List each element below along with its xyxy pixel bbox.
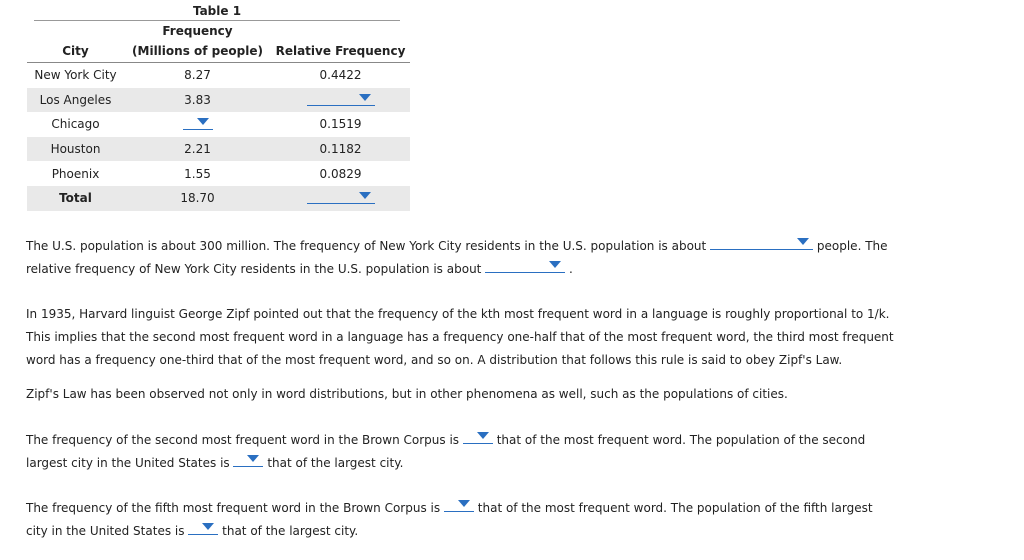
chicago-frequency-dropdown[interactable]	[183, 115, 213, 130]
frequency-cell: 2.21	[124, 137, 271, 162]
table-row-total	[27, 186, 410, 211]
relative-cell: 0.4422	[319, 68, 362, 83]
chevron-down-icon	[458, 500, 470, 507]
header-frequency-units: (Millions of people)	[124, 41, 271, 63]
total-relative-frequency-dropdown[interactable]	[307, 189, 375, 204]
chevron-down-icon	[797, 238, 809, 245]
chevron-down-icon	[359, 94, 371, 101]
table-row	[27, 63, 410, 88]
nyc-relative-frequency-dropdown[interactable]	[485, 258, 565, 273]
frequency-cell: 3.83	[124, 88, 271, 113]
city-cell: Total	[27, 186, 124, 211]
paragraph-nyc: The U.S. population is about 300 million. The frequency of New York City residents in the U.S. population is about people. The relative frequency of New York City residents in the U.S. population is about .	[26, 235, 896, 281]
city-cell: New York City	[34, 68, 117, 83]
paragraph-second: The frequency of the second most frequent word in the Brown Corpus is that of the most frequent word. The population of the second largest city in the United States is that of the largest city.	[26, 429, 896, 475]
relative-cell: 0.0829	[319, 166, 362, 181]
fifth-city-dropdown[interactable]	[188, 520, 218, 535]
table-row	[27, 161, 410, 186]
header-city: City	[27, 41, 124, 63]
paragraph-zipf: In 1935, Harvard linguist George Zipf pointed out that the frequency of the kth most frequent word in a language is roughly proportional to 1/k. This implies that the second most frequent word in a language has a frequency one-half that of the most frequent word, the third most frequent word has a frequency one-third that of the most frequent word, and so on. A distribution that follows this rule is said to obey Zipf's Law.	[26, 307, 894, 367]
chevron-down-icon	[359, 192, 371, 199]
chevron-down-icon	[247, 455, 259, 462]
city-cell: Chicago	[51, 117, 100, 132]
chevron-down-icon	[202, 523, 214, 530]
table-caption: Table 1	[34, 0, 400, 21]
header-relative-frequency: Relative Frequency	[271, 41, 410, 63]
chevron-down-icon	[477, 432, 489, 439]
paragraph-fifth: The frequency of the fifth most frequent word in the Brown Corpus is that of the most frequent word. The population of the fifth largest city in the United States is that of the largest city.	[26, 497, 896, 543]
relative-cell: 0.1519	[319, 117, 362, 132]
header-frequency: Frequency	[162, 24, 233, 38]
city-cell: Los Angeles	[27, 88, 124, 113]
frequency-cell: 1.55	[184, 166, 211, 181]
chevron-down-icon	[549, 261, 561, 268]
relative-cell: 0.1182	[271, 137, 410, 162]
table-row	[27, 112, 410, 137]
table-row	[27, 88, 410, 113]
fifth-word-dropdown[interactable]	[444, 497, 474, 512]
frequency-cell: 18.70	[124, 186, 271, 211]
frequency-cell: 8.27	[184, 68, 211, 83]
chevron-down-icon	[197, 118, 209, 125]
la-relative-frequency-dropdown[interactable]	[307, 91, 375, 106]
city-cell: Houston	[27, 137, 124, 162]
table-row	[27, 137, 410, 162]
nyc-frequency-dropdown[interactable]	[710, 235, 813, 250]
table-1	[27, 0, 410, 211]
paragraph-zipf-cities: Zipf's Law has been observed not only in word distributions, but in other phenomena as well, such as the populations of cities.	[26, 387, 788, 401]
second-city-dropdown[interactable]	[233, 452, 263, 467]
second-word-dropdown[interactable]	[463, 429, 493, 444]
frequency-table	[27, 21, 410, 211]
city-cell: Phoenix	[51, 166, 100, 181]
